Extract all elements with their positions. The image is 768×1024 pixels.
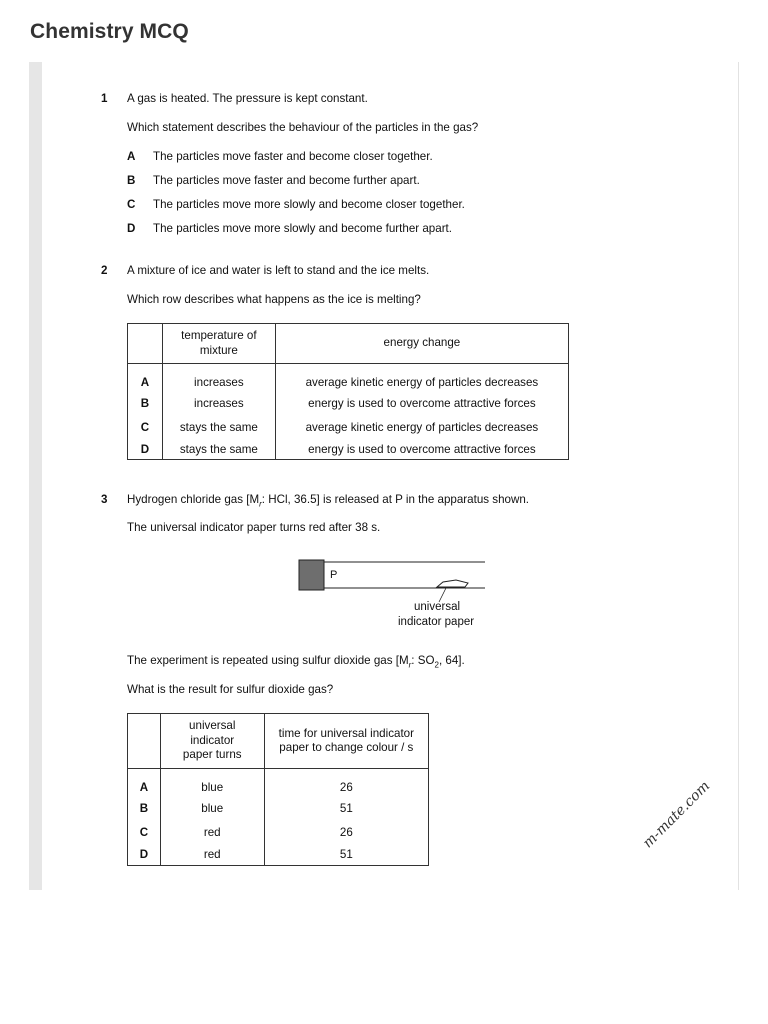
table-header-blank xyxy=(128,714,161,769)
table-row xyxy=(128,440,569,460)
row-temperature: increases xyxy=(162,392,275,416)
table-header-energy-change: energy change xyxy=(275,324,568,364)
row-time: 26 xyxy=(264,821,428,845)
table-row xyxy=(128,416,569,440)
table-row xyxy=(128,821,429,845)
diagram-label-universal: universal xyxy=(414,601,461,613)
question-2-prompt: Which row describes what happens as the ice is melting? xyxy=(127,293,421,306)
row-energy: energy is used to overcome attractive forces xyxy=(275,440,568,460)
question-3-prompt: What is the result for sulfur dioxide gas? xyxy=(127,683,334,696)
diagram-label-p: P xyxy=(330,569,338,581)
row-colour: red xyxy=(160,821,264,845)
question-number-3: 3 xyxy=(101,493,108,506)
table-row xyxy=(128,392,569,416)
page-title: Chemistry MCQ xyxy=(30,20,189,43)
q1-option-letter-b: B xyxy=(127,174,136,187)
repeat-text-start: The experiment is repeated using sulfur dioxide gas [M xyxy=(127,654,409,667)
row-letter: C xyxy=(128,821,161,845)
row-temperature: stays the same xyxy=(162,440,275,460)
question-3-line-2: The universal indicator paper turns red after 38 s. xyxy=(127,521,381,534)
row-temperature: increases xyxy=(162,364,275,392)
label-pointer-line xyxy=(439,588,446,602)
table-header-paper-turns: universal indicator paper turns xyxy=(160,714,264,769)
row-time: 51 xyxy=(264,797,428,821)
row-letter: D xyxy=(128,440,163,460)
table-row xyxy=(128,797,429,821)
table-header-temperature: temperature of mixture xyxy=(162,324,275,364)
row-colour: red xyxy=(160,845,264,866)
row-time: 51 xyxy=(264,845,428,866)
q1-option-text-c: The particles move more slowly and become closer together. xyxy=(153,198,465,211)
row-letter: B xyxy=(128,797,161,821)
question-3-repeat xyxy=(127,654,465,669)
subscript-2: 2 xyxy=(434,660,439,670)
row-letter: B xyxy=(128,392,163,416)
q1-option-text-d: The particles move more slowly and become further apart. xyxy=(153,222,452,235)
row-temperature: stays the same xyxy=(162,416,275,440)
table-row xyxy=(128,845,429,866)
repeat-text-end: , 64]. xyxy=(438,654,465,667)
q1-option-letter-a: A xyxy=(127,150,136,163)
subscript-r-2: r xyxy=(408,660,412,670)
question-number-2: 2 xyxy=(101,264,108,277)
question-number-1: 1 xyxy=(101,92,108,105)
question-3-table xyxy=(127,713,429,866)
row-colour: blue xyxy=(160,769,264,797)
q1-option-text-b: The particles move faster and become further apart. xyxy=(153,174,420,187)
row-energy: energy is used to overcome attractive forces xyxy=(275,392,568,416)
row-energy: average kinetic energy of particles decreases xyxy=(275,364,568,392)
question-3-stem xyxy=(127,493,529,508)
table-header-time: time for universal indicator paper to change colour / s xyxy=(264,714,428,769)
q1-option-letter-d: D xyxy=(127,222,136,235)
row-colour: blue xyxy=(160,797,264,821)
subscript-r: r xyxy=(259,499,262,509)
question-2-table xyxy=(127,323,569,460)
q1-option-text-a: The particles move faster and become closer together. xyxy=(153,150,433,163)
row-energy: average kinetic energy of particles decreases xyxy=(275,416,568,440)
q1-option-letter-c: C xyxy=(127,198,136,211)
row-letter: A xyxy=(128,364,163,392)
table-header-blank xyxy=(128,324,163,364)
row-letter: D xyxy=(128,845,161,866)
row-time: 26 xyxy=(264,769,428,797)
row-letter: C xyxy=(128,416,163,440)
table-row xyxy=(128,769,429,797)
diagram-label-indicator-paper: indicator paper xyxy=(398,616,475,628)
watermark: m-mate.com xyxy=(640,778,714,852)
row-letter: A xyxy=(128,769,161,797)
indicator-paper-shape xyxy=(437,580,468,587)
stem-text-end: : HCl, 36.5] is released at P in the apparatus shown. xyxy=(261,493,530,506)
stem-text-start: Hydrogen chloride gas [M xyxy=(127,493,260,506)
table-row xyxy=(128,364,569,392)
repeat-text-mid: : SO xyxy=(411,654,435,667)
question-1-prompt: Which statement describes the behaviour of the particles in the gas? xyxy=(127,121,479,134)
gas-source-plug xyxy=(299,560,324,590)
question-2-stem: A mixture of ice and water is left to stand and the ice melts. xyxy=(127,264,430,277)
question-1-stem: A gas is heated. The pressure is kept constant. xyxy=(127,92,368,105)
